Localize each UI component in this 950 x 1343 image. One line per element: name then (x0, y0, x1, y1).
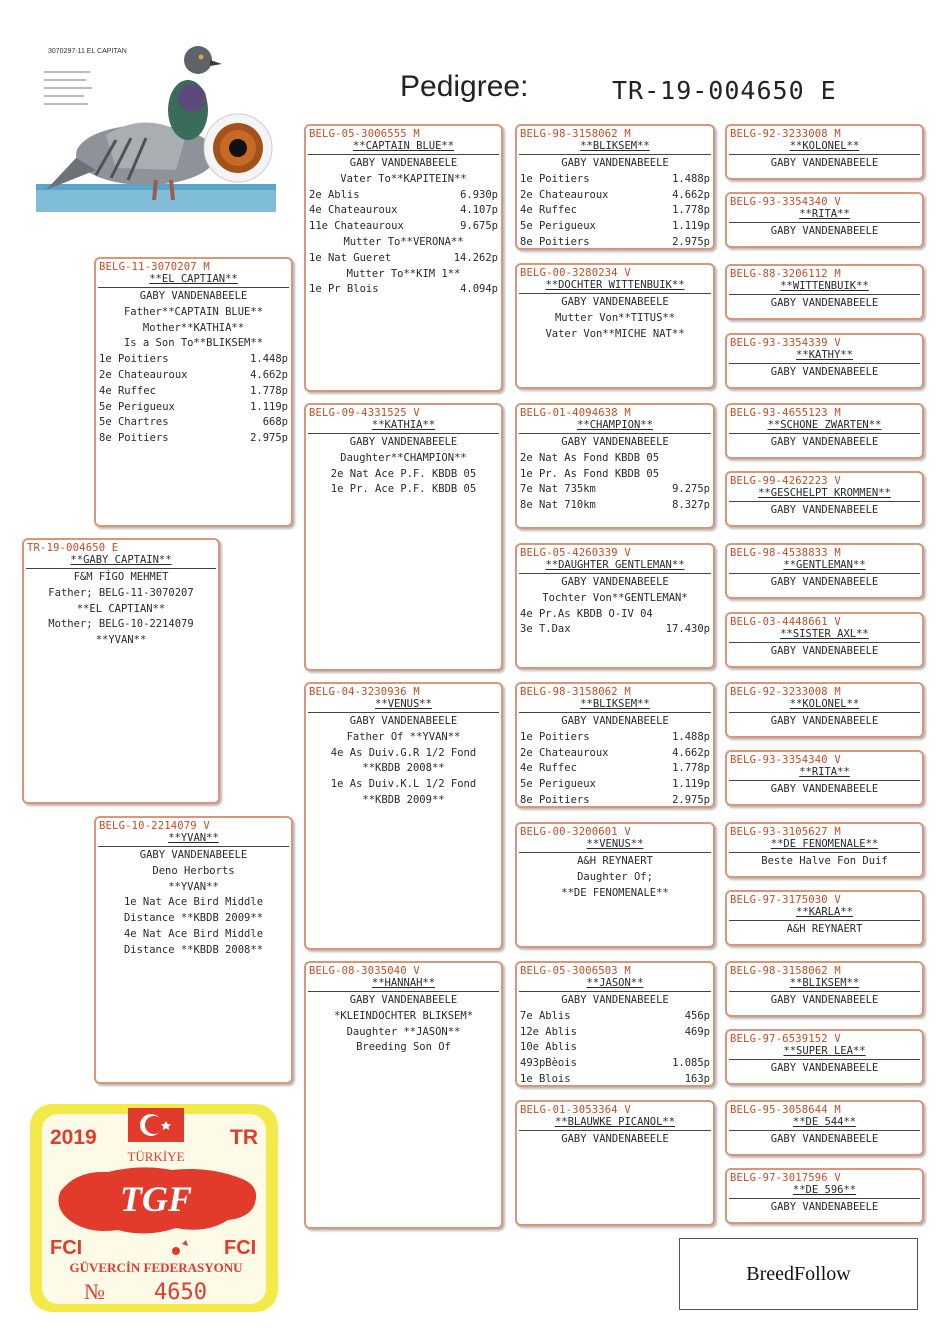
ring-number: BELG-93-3354340 V (730, 754, 841, 766)
page-title: Pedigree: (400, 70, 529, 103)
divider (98, 846, 289, 847)
detail-line: Mother**KATHIA** (142, 321, 245, 334)
divider (729, 222, 920, 223)
detail-line: Mutter To**VERONA** (343, 235, 464, 248)
detail-line: GABY VANDENABEELE (770, 366, 879, 378)
federation-logo (16, 1094, 292, 1320)
eye-icon (204, 114, 272, 182)
divider (519, 991, 711, 992)
ring-number: BELG-10-2214079 V (99, 820, 210, 832)
divider (308, 991, 499, 992)
result-row: 5e Chartres 668p (99, 416, 288, 429)
detail-line: Breeding Son Of (356, 1041, 451, 1054)
divider (729, 1198, 920, 1199)
ring-number: BELG-98-3158062 M (520, 686, 631, 698)
detail-line: 1e Pr. Ace P.F. KBDB 05 (330, 483, 477, 496)
detail-line: **YVAN** (95, 634, 147, 647)
pigeon-name: **DE 596** (792, 1184, 857, 1196)
detail-line: GABY VANDENABEELE (561, 436, 669, 448)
ring-number: BELG-93-3354340 V (730, 196, 841, 208)
divider (519, 154, 711, 155)
ring-number: BELG-97-3017596 V (730, 1172, 841, 1184)
brand-box (679, 1238, 918, 1310)
pigeon-name: **CAPTAIN BLUE** (352, 140, 455, 152)
pigeon-name: **GENTLEMAN** (783, 559, 866, 571)
result-row: 4e Ruffec 1.778p (99, 384, 288, 397)
detail-line: 1e As Duiv.K.L 1/2 Fond (330, 778, 477, 791)
pigeon-photo (36, 40, 276, 212)
result-row: 2e Nat As Fond KBDB 05 (520, 451, 660, 464)
result-row: 5e Perigueux 1.119p (99, 400, 288, 413)
detail-line: Beste Halve Fon Duif (761, 855, 888, 867)
detail-line: Distance **KBDB 2009** (123, 912, 264, 925)
divider (729, 991, 920, 992)
detail-line: 1e Nat Ace Bird Middle (123, 896, 264, 909)
result-row: 7e Nat 735km 9.275p (520, 483, 710, 496)
pigeon-name: **SCHONE ZWARTEN** (767, 419, 882, 431)
divider (729, 294, 920, 295)
detail-line: GABY VANDENABEELE (561, 994, 669, 1006)
detail-line: GABY VANDENABEELE (561, 157, 669, 169)
logo-number: 4650 (154, 1280, 207, 1305)
ring-number: BELG-11-3070207 M (99, 261, 210, 273)
result-row: 1e Pr. As Fond KBDB 05 (520, 467, 660, 480)
gen4-card (725, 264, 924, 320)
detail-line: GABY VANDENABEELE (349, 994, 458, 1006)
detail-line: Mutter Von**TITUS** (554, 311, 676, 324)
result-row: 1e Blois 163p (520, 1072, 710, 1085)
detail-line: GABY VANDENABEELE (770, 1062, 879, 1074)
gen4-card (725, 961, 924, 1017)
detail-line: GABY VANDENABEELE (770, 645, 879, 657)
result-row: 1e Pr Blois 4.094p (309, 283, 498, 296)
detail-line: GABY VANDENABEELE (770, 504, 879, 516)
divider (729, 433, 920, 434)
detail-line: GABY VANDENABEELE (770, 715, 879, 727)
result-row: 4e Ruffec 1.778p (520, 762, 710, 775)
pigeon-name: **DAUGHTER GENTLEMAN** (545, 559, 685, 571)
divider (729, 712, 920, 713)
ring-number: BELG-97-6539152 V (730, 1033, 841, 1045)
detail-line: GABY VANDENABEELE (770, 297, 879, 309)
ring-number: BELG-00-3280234 V (520, 267, 631, 279)
brand-label: BreedFollow (746, 1262, 851, 1285)
race-results (96, 352, 291, 447)
detail-line: GABY VANDENABEELE (561, 296, 669, 308)
ring-number: BELG-03-4448661 V (730, 616, 841, 628)
title-ring-number: TR-19-004650 E (612, 76, 837, 105)
gen4-card (725, 543, 924, 599)
detail-line: GABY VANDENABEELE (770, 157, 879, 169)
race-results (306, 282, 501, 298)
gen4-card (725, 682, 924, 738)
logo-country: TÜRKİYE (127, 1149, 185, 1164)
divider (729, 573, 920, 574)
race-results (306, 188, 501, 235)
ring-number: BELG-04-3230936 M (309, 686, 420, 698)
result-row: 8e Poitiers 2.975p (520, 235, 710, 248)
ring-number: BELG-05-3006555 M (309, 128, 420, 140)
gen3-card (515, 403, 715, 529)
ring-number: BELG-01-4094638 M (520, 407, 631, 419)
ss-card (304, 124, 503, 392)
divider (729, 1130, 920, 1131)
pigeon-name: **KOLONEL** (789, 698, 860, 710)
detail-line: Father Of **YVAN** (346, 730, 461, 743)
ring-number: BELG-95-3058644 M (730, 1104, 841, 1116)
result-row: 2e Chateauroux 4.662p (99, 368, 288, 381)
pigeon-name: **HANNAH** (371, 977, 436, 989)
divider (729, 780, 920, 781)
detail-line: **EL CAPTIAN** (76, 602, 166, 615)
sire-card (94, 257, 293, 527)
divider (519, 433, 711, 434)
result-row: 8e Poitiers 2.975p (520, 793, 710, 806)
detail-line: 2e Nat Ace P.F. KBDB 05 (330, 467, 477, 480)
detail-line: GABY VANDENABEELE (770, 1133, 879, 1145)
ring-number: BELG-92-3233008 M (730, 686, 841, 698)
ring-number: BELG-97-3175030 V (730, 894, 841, 906)
pigeon-name: **RITA** (799, 208, 850, 220)
result-row: 4e Ruffec 1.778p (520, 204, 710, 217)
pigeon-name: **BLIKSEM** (580, 140, 650, 152)
detail-line: Father**CAPTAIN BLUE** (123, 305, 264, 318)
detail-line: GABY VANDENABEELE (349, 436, 458, 448)
divider (519, 852, 711, 853)
detail-line: Deno Herborts (152, 864, 235, 877)
gen4-card (725, 471, 924, 527)
detail-line: *KLEINDOCHTER BLIKSEM* (333, 1009, 474, 1022)
detail-line: Tochter Von**GENTLEMAN* (542, 591, 688, 604)
detail-line: Distance **KBDB 2008** (123, 943, 264, 956)
detail-line: Father; BELG-11-3070207 (48, 586, 194, 599)
ring-number: BELG-05-4260339 V (520, 547, 631, 559)
pigeon-name: **KATHY** (796, 349, 853, 361)
gen3-card (515, 682, 715, 808)
pigeon-name: **GABY CAPTAIN** (70, 554, 172, 566)
detail-line: GABY VANDENABEELE (770, 994, 879, 1006)
pigeon-name: **DOCHTER WITTENBUIK** (545, 279, 685, 291)
result-row: 2e Ablis 6.930p (309, 188, 498, 201)
pigeon-name: **RITA** (799, 766, 850, 778)
gen3-card (515, 1100, 715, 1226)
result-row: 7e Ablis 456p (520, 1009, 710, 1022)
detail-line: Mutter To**KIM 1** (346, 267, 461, 280)
divider (729, 501, 920, 502)
pigeon-name: **GESCHELPT KROMMEN** (758, 487, 891, 499)
gen4-card (725, 403, 924, 459)
detail-line: A&H REYNAERT (577, 855, 653, 867)
result-row: 5e Perigueux 1.119p (520, 778, 710, 791)
gen4-card (725, 1168, 924, 1224)
pigeon-name: **KATHIA** (371, 419, 436, 431)
logo-fci-right: FCI (224, 1237, 257, 1259)
result-row: 2e Chateauroux 4.662p (520, 746, 710, 759)
detail-line: GABY VANDENABEELE (139, 849, 248, 861)
detail-line: GABY VANDENABEELE (770, 576, 879, 588)
detail-line: GABY VANDENABEELE (561, 1133, 669, 1145)
result-row: 493pBèois 1.085p (520, 1057, 710, 1070)
dam-card (94, 816, 293, 1084)
detail-line: GABY VANDENABEELE (561, 576, 669, 588)
pigeon-name: **SUPER LEA** (783, 1045, 866, 1057)
divider (519, 1130, 711, 1131)
logo-country-code: TR (230, 1126, 258, 1149)
detail-line: 4e Nat Ace Bird Middle (123, 927, 264, 940)
photo-caption: 3070297-11 EL CAPITAN (48, 48, 127, 55)
ring-number: BELG-93-3354339 V (730, 337, 841, 349)
detail-line: Daughter Of; (577, 870, 653, 883)
detail-line: F&M FİGO MEHMET (73, 571, 169, 583)
detail-line: GABY VANDENABEELE (770, 436, 879, 448)
detail-line: Is a Son To**BLIKSEM** (123, 337, 264, 350)
pigeon-name: **BLAUWKE PICANOL** (554, 1116, 676, 1128)
gen4-card (725, 333, 924, 389)
result-row: 1e Poitiers 1.448p (99, 353, 288, 366)
result-row: 12e Ablis 469p (520, 1025, 710, 1038)
pigeon-name: **BLIKSEM** (789, 977, 860, 989)
logo-fci-left: FCI (50, 1237, 83, 1259)
pigeon-name: **JASON** (586, 977, 644, 989)
pigeon-name: **KOLONEL** (789, 140, 860, 152)
pigeon-name: **DE FENOMENALE** (770, 838, 879, 850)
gen4-card (725, 890, 924, 946)
logo-org: TGF (120, 1179, 192, 1219)
gen3-card (515, 263, 715, 389)
detail-line: GABY VANDENABEELE (770, 783, 879, 795)
gen3-card (515, 543, 715, 669)
pigeon-name: **YVAN** (168, 832, 219, 844)
divider (729, 363, 920, 364)
detail-line: GABY VANDENABEELE (561, 715, 669, 727)
pigeon-name: **DE 544** (792, 1116, 857, 1128)
gen4-card (725, 1029, 924, 1085)
race-results (517, 607, 713, 639)
result-row: 10e Ablis (520, 1041, 577, 1054)
gen4-card (725, 612, 924, 668)
result-row: 4e Pr.As KBDB O-IV 04 (520, 607, 653, 620)
gen4-card (725, 1100, 924, 1156)
ring-number: BELG-93-4655123 M (730, 407, 841, 419)
divider (729, 920, 920, 921)
ds-card (304, 682, 503, 950)
detail-line: **KBDB 2008** (362, 762, 445, 775)
ring-number: BELG-98-4538833 M (730, 547, 841, 559)
ring-number: BELG-98-3158062 M (520, 128, 631, 140)
ring-number: TR-19-004650 E (27, 542, 119, 554)
divider (308, 154, 499, 155)
gen4-card (725, 750, 924, 806)
pigeon-name: **VENUS** (375, 698, 432, 710)
divider (308, 712, 499, 713)
pigeon-name: **VENUS** (586, 838, 644, 850)
detail-line: Daughter**CHAMPION** (340, 451, 467, 464)
logo-federation: GÜVERCİN FEDERASYONU (69, 1260, 243, 1275)
gen4-card (725, 124, 924, 180)
logo-year: 2019 (50, 1126, 97, 1149)
detail-line: Mother; BELG-10-2214079 (48, 618, 194, 631)
detail-line: Vater To**KAPITEIN** (340, 172, 467, 185)
divider (519, 573, 711, 574)
gen4-card (725, 192, 924, 248)
sd-card (304, 403, 503, 671)
ring-number: BELG-93-3105627 M (730, 826, 841, 838)
detail-line: A&H REYNAERT (786, 923, 863, 935)
ring-number: BELG-09-4331525 V (309, 407, 420, 419)
gen3-card (515, 961, 715, 1087)
ring-number: BELG-01-3053364 V (520, 1104, 631, 1116)
detail-line: **YVAN** (168, 880, 219, 893)
divider (98, 287, 289, 288)
result-row: 1e Poitiers 1.488p (520, 172, 710, 185)
gen3-card (515, 124, 715, 250)
detail-line: **DE FENOMENALE** (561, 886, 669, 899)
detail-line: GABY VANDENABEELE (349, 157, 458, 169)
divider (729, 642, 920, 643)
logo-number-label: № (84, 1279, 105, 1304)
race-results (517, 730, 713, 808)
divider (519, 712, 711, 713)
result-row: 4e Chateauroux 4.107p (309, 204, 498, 217)
result-row: 8e Nat 710km 8.327p (520, 499, 710, 512)
ring-number: BELG-92-3233008 M (730, 128, 841, 140)
turkish-flag-icon (128, 1108, 184, 1142)
dd-card (304, 961, 503, 1229)
detail-line: 4e As Duiv.G.R 1/2 Fond (330, 746, 477, 759)
result-row: 8e Poitiers 2.975p (99, 432, 288, 445)
gen3-card (515, 822, 715, 948)
ring-number: BELG-99-4262223 V (730, 475, 841, 487)
divider (308, 433, 499, 434)
race-results (517, 172, 713, 250)
gen4-card (725, 822, 924, 878)
pigeon-name: **KARLA** (796, 906, 853, 918)
pigeon-name: **BLIKSEM** (580, 698, 650, 710)
ring-number: BELG-08-3035040 V (309, 965, 420, 977)
ring-number: BELG-05-3006503 M (520, 965, 631, 977)
result-row: 1e Poitiers 1.488p (520, 730, 710, 743)
detail-line: GABY VANDENABEELE (139, 290, 248, 302)
result-row: 3e T.Dax 17.430p (520, 623, 710, 636)
main-pigeon-card (22, 538, 220, 804)
race-results (306, 251, 501, 267)
race-results (517, 451, 713, 514)
result-row: 5e Perigueux 1.119p (520, 220, 710, 233)
result-row: 2e Chateauroux 4.662p (520, 188, 710, 201)
detail-line: GABY VANDENABEELE (770, 225, 879, 237)
pigeon-name: **EL CAPTIAN** (149, 273, 238, 285)
pigeon-name: **WITTENBUIK** (780, 280, 869, 292)
ring-number: BELG-88-3206112 M (730, 268, 841, 280)
divider (26, 568, 216, 569)
result-row: 1e Nat Gueret 14.262p (309, 251, 498, 264)
divider (729, 852, 920, 853)
divider (729, 154, 920, 155)
detail-line: GABY VANDENABEELE (770, 1201, 879, 1213)
detail-line: Daughter **JASON** (346, 1025, 461, 1038)
ring-number: BELG-00-3200601 V (520, 826, 631, 838)
result-row: 11e Chateauroux 9.675p (309, 220, 498, 233)
ring-number: BELG-98-3158062 M (730, 965, 841, 977)
detail-line: Vater Von**MICHE NAT** (545, 327, 685, 340)
race-results (517, 1009, 713, 1087)
detail-line: **KBDB 2009** (362, 793, 445, 806)
detail-line: GABY VANDENABEELE (349, 715, 458, 727)
divider (729, 1059, 920, 1060)
pigeon-name: **CHAMPION** (577, 419, 653, 431)
divider (519, 293, 711, 294)
pigeon-name: **SISTER AXL** (780, 628, 869, 640)
